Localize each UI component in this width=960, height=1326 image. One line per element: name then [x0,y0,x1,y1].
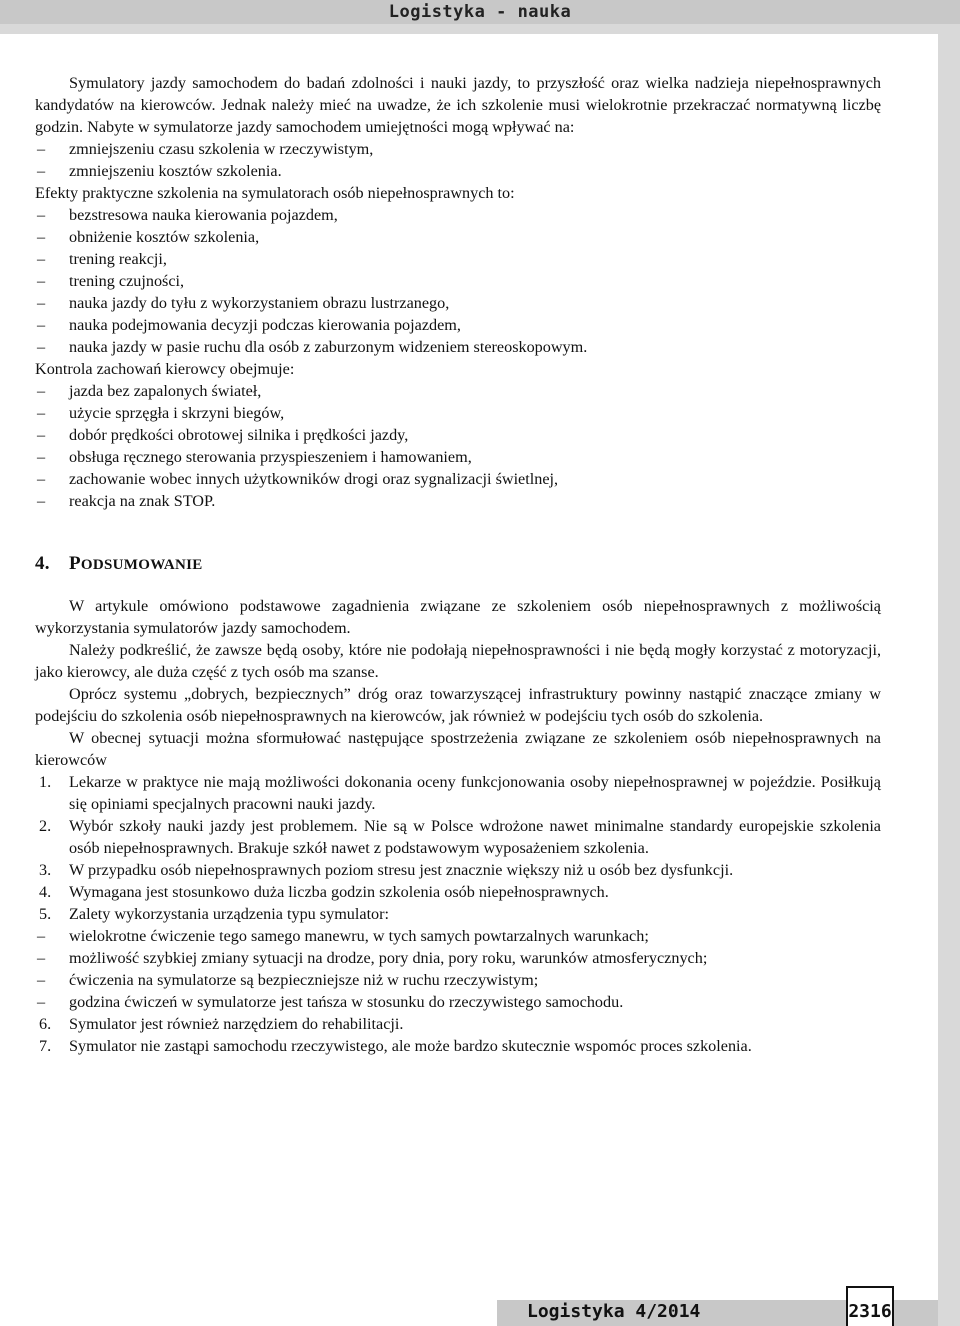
dash-bullet: – [37,470,46,488]
item-number: 7. [39,1037,52,1055]
summary-paragraph: Należy podkreślić, że zawsze będą osoby, które nie podołają niepełnosprawności i nie będą mogły korzystać z motoryzacji, jako kierowcy, ale duża część z tych osób ma szanse. [35,641,881,681]
dash-bullet: – [37,316,46,334]
list-item: – zachowanie wobec innych użytkowników drogi oraz sygnalizacji świetlnej, [37,470,559,488]
dash-bullet: – [37,162,46,180]
item-number: 4. [39,883,52,901]
list-item: – możliwość szybkiej zmiany sytuacji na drodze, pory dnia, pory roku, warunków atmosferycznych; [37,949,708,967]
footer-journal-title: Logistyka 4/2014 [527,1301,701,1322]
dash-bullet: – [37,382,46,400]
dash-bullet: – [37,949,46,967]
intro-paragraph-3: Kontrola zachowań kierowcy obejmuje: [35,360,295,378]
list-item: – obsługa ręcznego sterowania przyspieszeniem i hamowaniem, [37,448,472,466]
observations-list [35,771,881,925]
dash-bullet: – [37,140,46,158]
dash-bullet: – [37,272,46,290]
page-number: 2316 [848,1301,892,1322]
dash-bullet: – [37,206,46,224]
list-item: – trening reakcji, [37,250,167,268]
dash-bullet: – [37,448,46,466]
list-item: – obniżenie kosztów szkolenia, [37,228,260,246]
list-item: 1. Lekarze w praktyce nie mają możliwości dokonania oceny funkcjonowania osoby niepełnosprawnej w pojeździe. Posiłkują się opiniami specjalnych pracowni nauki jazdy. [39,773,881,813]
item-number: 6. [39,1015,52,1033]
list-driver-control [35,380,881,512]
list-item: – trening czujności, [37,272,185,290]
list-practical-effects [35,204,881,358]
section-title-rest: ODSUMOWANIE [80,557,203,573]
dash-bullet: – [37,338,46,356]
list-item: 4. Wymagana jest stosunkowo duża liczba godzin szkolenia osób niepełnosprawnych. [39,883,609,901]
list-item: – godzina ćwiczeń w symulatorze jest tańsza w stosunku do rzeczywistego samochodu. [37,993,624,1011]
item-number: 2. [39,817,52,835]
section-number: 4. [35,553,50,574]
dash-bullet: – [37,927,46,945]
summary-paragraph: Oprócz systemu „dobrych, bezpiecznych” dróg oraz towarzyszącej infrastruktury powinny nastąpić znaczące zmiany w podejściu do szkolenia osób niepełnosprawnych na kierowców, jak również w podejściu tych osób do szkolenia. [35,685,881,725]
list-item: 3. W przypadku osób niepełnosprawnych poziom stresu jest znacznie większy niż u osób bez dysfunkcji. [39,861,734,879]
list-item: – ćwiczenia na symulatorze są bezpieczniejsze niż w ruchu rzeczywistym; [37,971,539,989]
dash-bullet: – [37,404,46,422]
list-item: – dobór prędkości obrotowej silnika i prędkości jazdy, [37,426,409,444]
dash-bullet: – [37,228,46,246]
page [0,34,938,1326]
list-item: – nauka podejmowania decyzji podczas kierowania pojazdem, [37,316,461,334]
list-item: – nauka jazdy w pasie ruchu dla osób z zaburzonym widzeniem stereoskopowym. [37,338,588,356]
dash-bullet: – [37,993,46,1011]
item-number: 5. [39,905,52,923]
list-item: 7. Symulator nie zastąpi samochodu rzeczywistego, ale może bardzo skutecznie wspomóc proces szkolenia. [39,1037,752,1055]
article-body [35,72,881,1057]
list-item: – zmniejszeniu czasu szkolenia w rzeczywistym, [37,140,374,158]
header-band [0,0,960,24]
list-item: – bezstresowa nauka kierowania pojazdem, [37,206,338,224]
header-title: Logistyka - nauka [388,2,572,22]
intro-paragraph-2: Efekty praktyczne szkolenia na symulatorach osób niepełnosprawnych to: [35,184,515,202]
observations-list-continued [35,1013,881,1057]
list-item: 2. Wybór szkoły nauki jazdy jest problemem. Nie są w Polsce wdrożone nawet minimalne standardy europejskie szkolenia osób niepełnosprawnych. Brakuje szkół nawet z podstawowym wyposażeniem szkolenia. [39,817,881,857]
dash-bullet: – [37,971,46,989]
section-heading [35,552,881,577]
dash-bullet: – [37,250,46,268]
list-item: – zmniejszeniu kosztów szkolenia. [37,162,282,180]
summary-paragraph: W obecnej sytuacji można sformułować następujące spostrzeżenia związane ze szkoleniem osób niepełnosprawnych na kierowców [35,729,881,769]
list-item: – użycie sprzęgła i skrzyni biegów, [37,404,285,422]
section-title-initial: P [69,553,81,574]
intro-paragraph-1: Symulatory jazdy samochodem do badań zdolności i nauki jazdy, to przyszłość oraz wielka nadzieja niepełnosprawnych kandydatów na kierowców. Jednak należy mieć na uwadze, że ich szkolenie musi wielokrotnie przekraczać normatywną liczbę godzin. Nabyte w symulatorze jazdy samochodem umiejętności mogą wpływać na: [35,74,881,136]
list-item: 6. Symulator jest również narzędziem do rehabilitacji. [39,1015,404,1033]
dash-bullet: – [37,294,46,312]
summary-paragraph: W artykule omówiono podstawowe zagadnienia związane ze szkoleniem osób niepełnosprawnych z możliwością wykorzystania symulatorów jazdy samochodem. [35,597,881,637]
dash-bullet: – [37,426,46,444]
list-item: – jazda bez zapalonych świateł, [37,382,262,400]
list-item: 5. Zalety wykorzystania urządzenia typu symulator: [39,905,390,923]
item-number: 3. [39,861,52,879]
item-number: 1. [39,773,52,791]
dash-bullet: – [37,492,46,510]
list-item: – wielokrotne ćwiczenie tego samego manewru, w tych samych powtarzalnych warunkach; [37,927,649,945]
list-item: – nauka jazdy do tyłu z wykorzystaniem obrazu lustrzanego, [37,294,450,312]
simulator-advantages-list [35,925,881,1013]
list-training-effects [35,138,881,182]
list-item: – reakcja na znak STOP. [37,492,216,510]
